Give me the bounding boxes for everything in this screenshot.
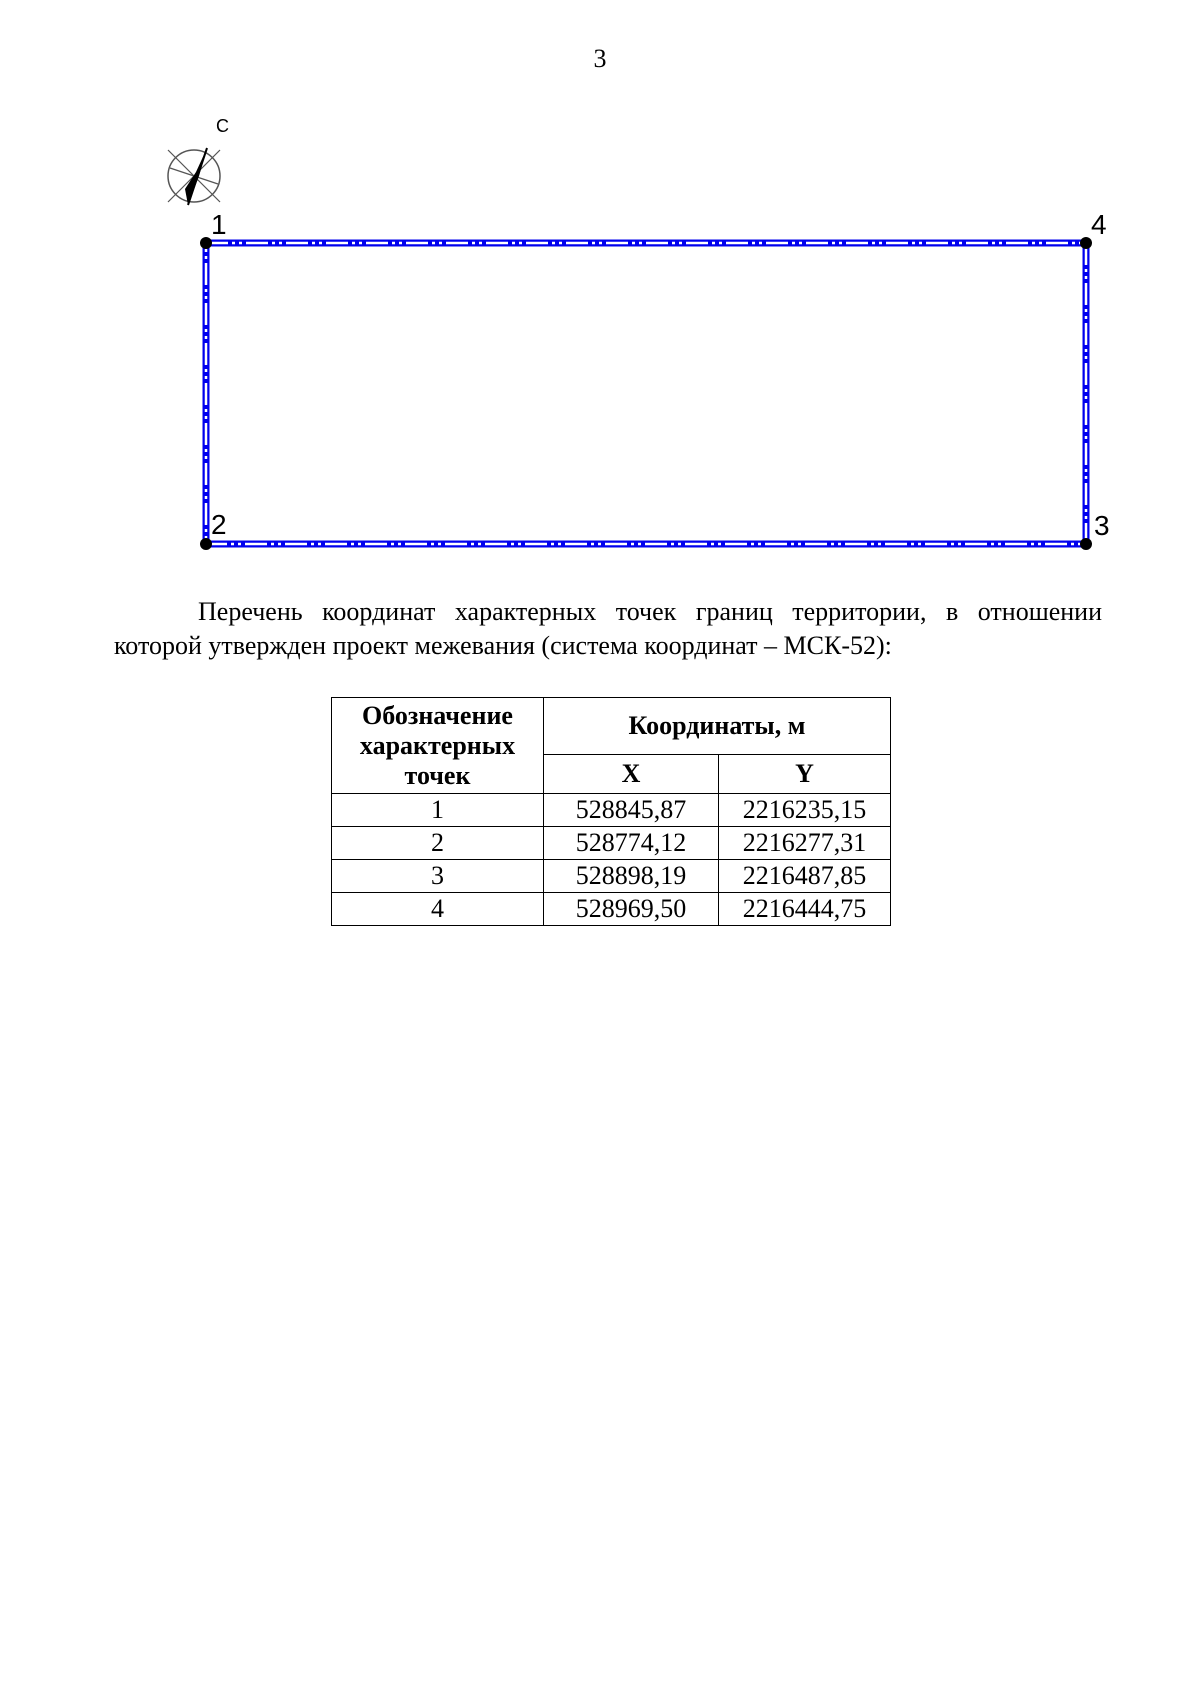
cell-y: 2216487,85: [719, 860, 891, 893]
header-y: Y: [719, 755, 891, 794]
table-row: [332, 860, 891, 893]
vertex-label-2: 2: [211, 509, 227, 540]
cell-y: 2216277,31: [719, 827, 891, 860]
coordinates-table: [331, 697, 891, 926]
cell-x: 528774,12: [544, 827, 719, 860]
boundary-plan: [0, 0, 1200, 580]
cell-x: 528969,50: [544, 893, 719, 926]
cell-point: 4: [332, 893, 544, 926]
territory-boundary: [206, 243, 1086, 544]
header-x: X: [544, 755, 719, 794]
vertex-3: [1080, 538, 1092, 550]
cell-point: 1: [332, 794, 544, 827]
table-row: [332, 794, 891, 827]
coordinates-caption: Перечень координат характерных точек границ территории, в отношении которой утвержден проект межевания (система координат – МСК-52):: [114, 597, 1102, 660]
page-number: 3: [593, 44, 607, 73]
compass-icon: [168, 148, 220, 205]
header-designation: Обозначение характерных точек: [332, 698, 544, 794]
vertex-label-4: 4: [1091, 209, 1107, 240]
table-row: [332, 827, 891, 860]
cell-point: 3: [332, 860, 544, 893]
cell-x: 528898,19: [544, 860, 719, 893]
cell-point: 2: [332, 827, 544, 860]
cell-y: 2216235,15: [719, 794, 891, 827]
cell-x: 528845,87: [544, 794, 719, 827]
cell-y: 2216444,75: [719, 893, 891, 926]
header-coordinates: Координаты, м: [544, 698, 891, 755]
north-label: С: [216, 116, 229, 136]
vertex-label-3: 3: [1094, 510, 1110, 541]
table-row: [332, 893, 891, 926]
table-header-row: [332, 698, 891, 755]
vertex-label-1: 1: [211, 209, 227, 240]
